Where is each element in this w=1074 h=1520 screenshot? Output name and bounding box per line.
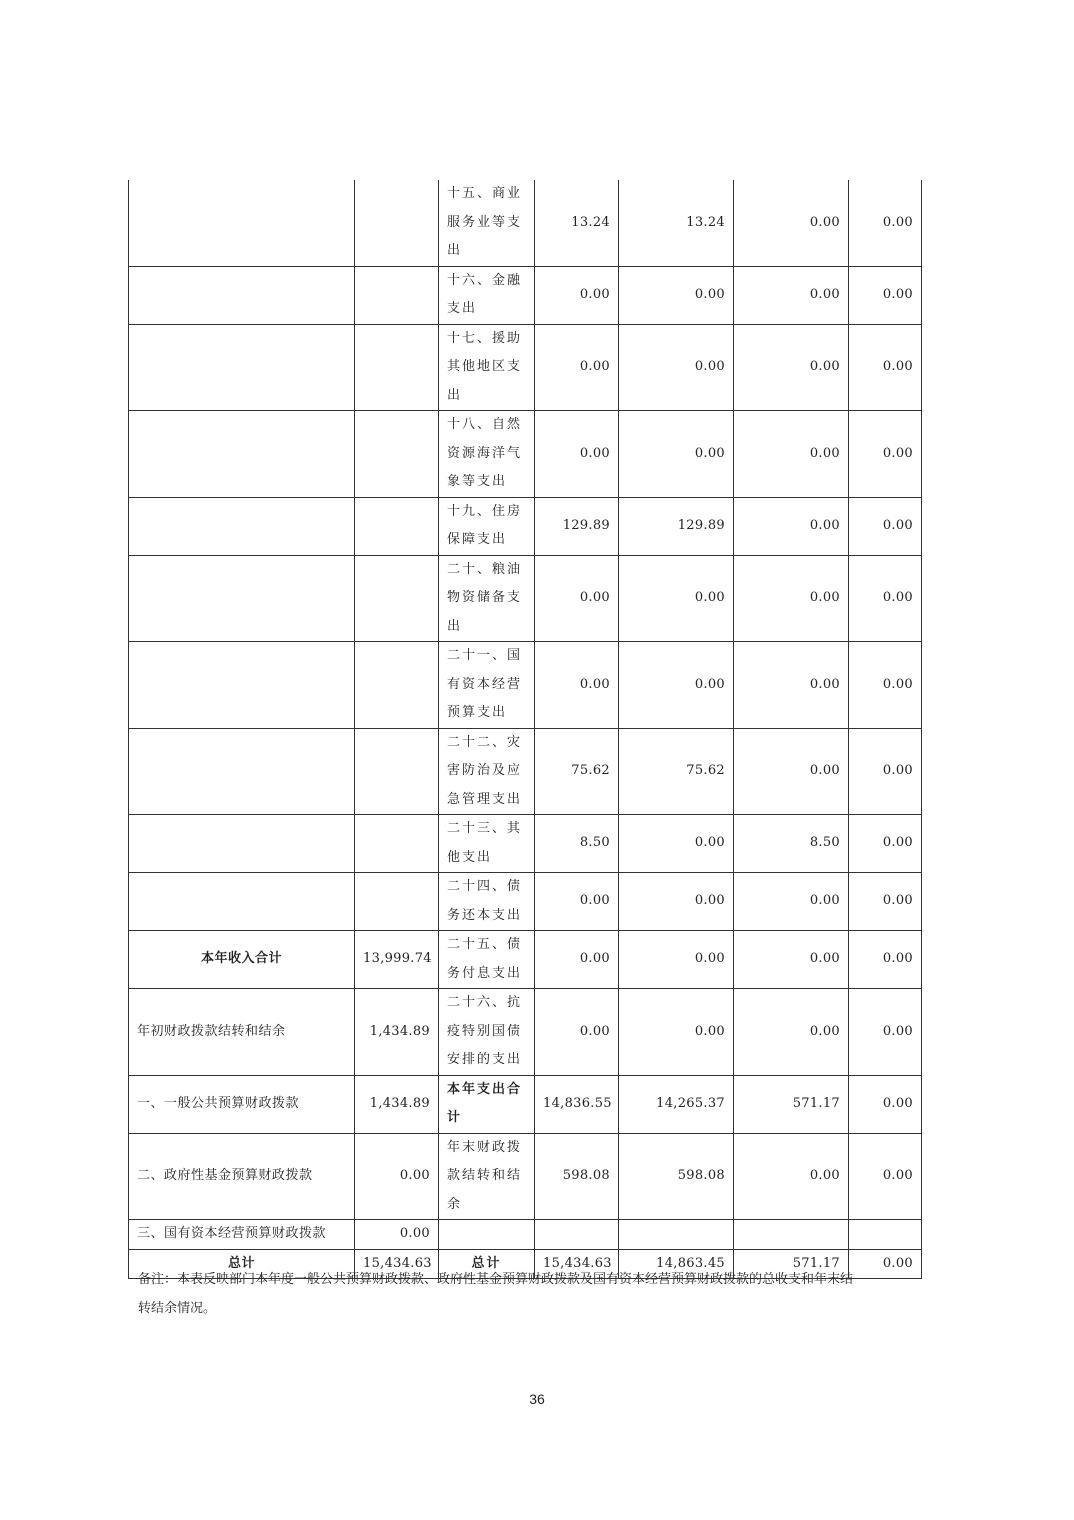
state-capital-value: 0.00 — [849, 989, 922, 1076]
state-capital-value: 0.00 — [849, 555, 922, 642]
income-value — [355, 728, 439, 815]
income-label: 三、国有资本经营预算财政拨款 — [129, 1220, 355, 1250]
gov-fund-value — [734, 1220, 849, 1250]
table-row — [129, 1075, 922, 1133]
expenditure-item: 二十、粮油物资储备支出 — [439, 555, 535, 642]
expenditure-grand-total-label: 总计 — [439, 1249, 535, 1279]
table-row — [129, 497, 922, 555]
table-row — [129, 266, 922, 324]
expenditure-item: 二十五、债务付息支出 — [439, 931, 535, 989]
expenditure-item: 十五、商业服务业等支出 — [439, 180, 535, 266]
state-capital-value: 0.00 — [849, 728, 922, 815]
total-value: 8.50 — [535, 815, 619, 873]
state-capital-value: 0.00 — [849, 1075, 922, 1133]
state-capital-value: 0.00 — [849, 1249, 922, 1279]
total-value: 0.00 — [535, 642, 619, 729]
state-capital-value: 0.00 — [849, 1133, 922, 1220]
income-label — [129, 324, 355, 411]
total-value: 129.89 — [535, 497, 619, 555]
income-value: 13,999.74 — [355, 931, 439, 989]
gov-fund-value: 0.00 — [734, 497, 849, 555]
state-capital-value: 0.00 — [849, 642, 922, 729]
income-label: 年初财政拨款结转和结余 — [129, 989, 355, 1076]
gov-fund-value: 0.00 — [734, 989, 849, 1076]
table-row — [129, 411, 922, 498]
table-row — [129, 642, 922, 729]
general-budget-value: 14,863.45 — [619, 1249, 734, 1279]
state-capital-value: 0.00 — [849, 873, 922, 931]
table-row — [129, 1220, 922, 1250]
income-label — [129, 555, 355, 642]
expenditure-item: 二十四、债务还本支出 — [439, 873, 535, 931]
income-label — [129, 180, 355, 266]
expenditure-item: 二十一、国有资本经营预算支出 — [439, 642, 535, 729]
general-budget-value: 0.00 — [619, 555, 734, 642]
general-budget-value: 75.62 — [619, 728, 734, 815]
income-label — [129, 266, 355, 324]
income-value — [355, 324, 439, 411]
income-label: 一、一般公共预算财政拨款 — [129, 1075, 355, 1133]
expenditure-item: 十八、自然资源海洋气象等支出 — [439, 411, 535, 498]
total-value: 0.00 — [535, 873, 619, 931]
state-capital-value: 0.00 — [849, 815, 922, 873]
table-footnote: 备注：本表反映部门本年度一般公共预算财政拨款、政府性基金预算财政拨款及国有资本经营预算财政拨款的总收支和年末结转结余情况。 — [138, 1272, 854, 1316]
expenditure-item: 十九、住房保障支出 — [439, 497, 535, 555]
gov-fund-value: 8.50 — [734, 815, 849, 873]
general-budget-value: 129.89 — [619, 497, 734, 555]
general-budget-value: 14,265.37 — [619, 1075, 734, 1133]
general-budget-value: 598.08 — [619, 1133, 734, 1220]
income-value — [355, 555, 439, 642]
state-capital-value — [849, 1220, 922, 1250]
income-label: 二、政府性基金预算财政拨款 — [129, 1133, 355, 1220]
income-label: 本年收入合计 — [129, 931, 355, 989]
general-budget-value: 0.00 — [619, 815, 734, 873]
total-value: 0.00 — [535, 989, 619, 1076]
income-grand-total-value: 15,434.63 — [355, 1249, 439, 1279]
table-row — [129, 931, 922, 989]
general-budget-value: 13.24 — [619, 180, 734, 266]
total-value: 0.00 — [535, 411, 619, 498]
expenditure-item: 二十六、抗疫特别国债安排的支出 — [439, 989, 535, 1076]
income-value — [355, 815, 439, 873]
income-label — [129, 728, 355, 815]
income-value — [355, 642, 439, 729]
expenditure-item: 二十二、灾害防治及应急管理支出 — [439, 728, 535, 815]
general-budget-value: 0.00 — [619, 324, 734, 411]
table-row — [129, 324, 922, 411]
table-row — [129, 180, 922, 266]
income-label — [129, 411, 355, 498]
expenditure-item: 十六、金融支出 — [439, 266, 535, 324]
table-row — [129, 873, 922, 931]
gov-fund-value: 0.00 — [734, 324, 849, 411]
general-budget-value: 0.00 — [619, 266, 734, 324]
general-budget-value: 0.00 — [619, 411, 734, 498]
gov-fund-value: 0.00 — [734, 642, 849, 729]
general-budget-value: 0.00 — [619, 931, 734, 989]
income-value — [355, 180, 439, 266]
table-row — [129, 555, 922, 642]
expenditure-item: 十七、援助其他地区支出 — [439, 324, 535, 411]
income-value: 0.00 — [355, 1133, 439, 1220]
general-budget-value: 0.00 — [619, 642, 734, 729]
expenditure-item: 二十三、其他支出 — [439, 815, 535, 873]
expenditure-item: 本年支出合计 — [439, 1075, 535, 1133]
state-capital-value: 0.00 — [849, 266, 922, 324]
fiscal-appropriation-table — [128, 180, 922, 1279]
total-value: 13.24 — [535, 180, 619, 266]
total-value: 0.00 — [535, 266, 619, 324]
table-row — [129, 815, 922, 873]
total-value: 0.00 — [535, 324, 619, 411]
total-value: 598.08 — [535, 1133, 619, 1220]
total-value: 0.00 — [535, 555, 619, 642]
income-label — [129, 497, 355, 555]
income-label — [129, 873, 355, 931]
state-capital-value: 0.00 — [849, 324, 922, 411]
state-capital-value: 0.00 — [849, 497, 922, 555]
income-value — [355, 266, 439, 324]
table-row — [129, 728, 922, 815]
income-grand-total-label: 总计 — [129, 1249, 355, 1279]
gov-fund-value: 571.17 — [734, 1249, 849, 1279]
gov-fund-value: 0.00 — [734, 1133, 849, 1220]
gov-fund-value: 0.00 — [734, 555, 849, 642]
gov-fund-value: 0.00 — [734, 728, 849, 815]
income-value — [355, 873, 439, 931]
table-row — [129, 989, 922, 1076]
state-capital-value: 0.00 — [849, 180, 922, 266]
gov-fund-value: 0.00 — [734, 180, 849, 266]
expenditure-item — [439, 1220, 535, 1250]
gov-fund-value: 0.00 — [734, 873, 849, 931]
total-value — [535, 1220, 619, 1250]
total-value: 0.00 — [535, 931, 619, 989]
total-value: 15,434.63 — [535, 1249, 619, 1279]
income-value: 1,434.89 — [355, 1075, 439, 1133]
state-capital-value: 0.00 — [849, 411, 922, 498]
gov-fund-value: 0.00 — [734, 931, 849, 989]
income-label — [129, 815, 355, 873]
page-number: 36 — [529, 1391, 545, 1407]
general-budget-value: 0.00 — [619, 989, 734, 1076]
income-label — [129, 642, 355, 729]
gov-fund-value: 571.17 — [734, 1075, 849, 1133]
gov-fund-value: 0.00 — [734, 411, 849, 498]
gov-fund-value: 0.00 — [734, 266, 849, 324]
state-capital-value: 0.00 — [849, 931, 922, 989]
income-value: 1,434.89 — [355, 989, 439, 1076]
table-row — [129, 1133, 922, 1220]
general-budget-value: 0.00 — [619, 873, 734, 931]
income-value — [355, 411, 439, 498]
total-value: 75.62 — [535, 728, 619, 815]
income-value — [355, 497, 439, 555]
expenditure-item: 年末财政拨款结转和结余 — [439, 1133, 535, 1220]
total-value: 14,836.55 — [535, 1075, 619, 1133]
income-value: 0.00 — [355, 1220, 439, 1250]
general-budget-value — [619, 1220, 734, 1250]
